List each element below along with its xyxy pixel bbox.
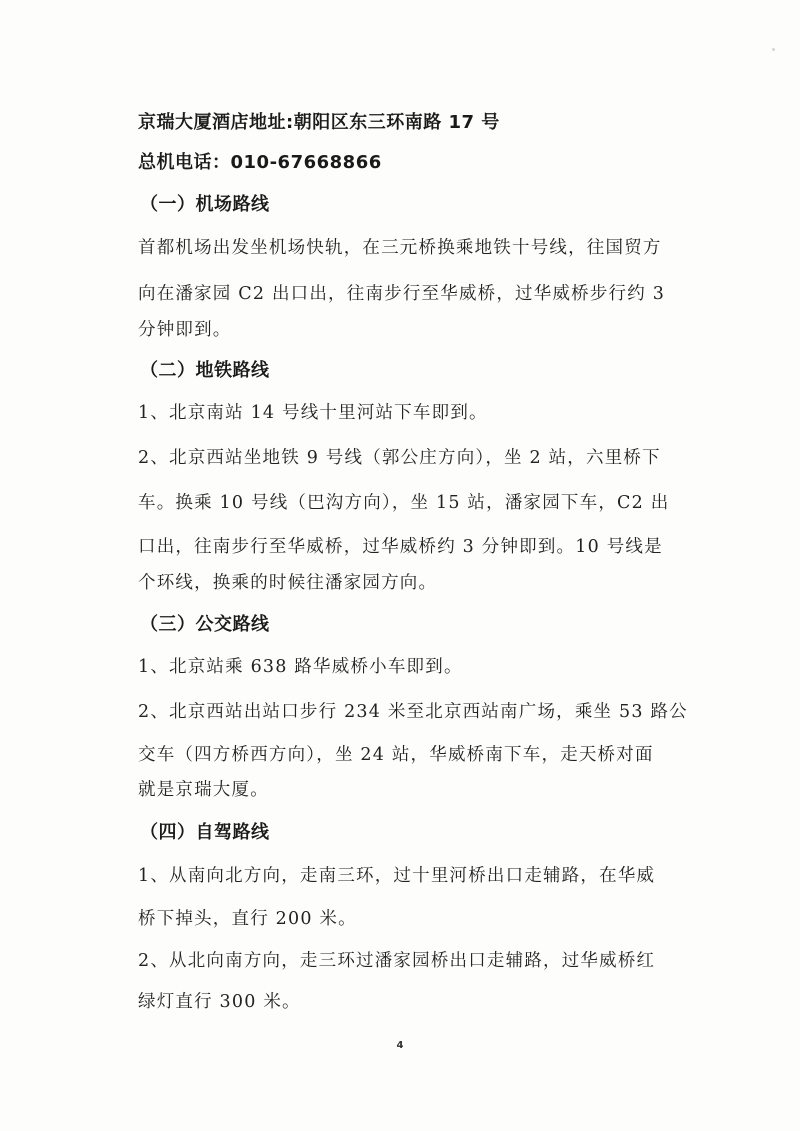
subway-line-5: 个环线，换乘的时候往潘家园方向。: [138, 573, 438, 593]
drive-line-2: 桥下掉头，直行 200 米。: [138, 909, 357, 929]
hotel-address: 京瑞大厦酒店地址:朝阳区东三环南路 17 号: [138, 112, 500, 133]
airport-line-3: 分钟即到。: [138, 320, 232, 340]
section-title-subway: （二）地铁路线: [140, 360, 270, 381]
bus-line-2: 2、北京西站出站口步行 234 米至北京西站南广场，乘坐 53 路公: [138, 702, 688, 722]
subway-line-2: 2、北京西站坐地铁 9 号线（郭公庄方向），坐 2 站，六里桥下: [138, 448, 661, 468]
airport-line-1: 首都机场出发坐机场快轨，在三元桥换乘地铁十号线，往国贸方: [138, 238, 662, 258]
drive-line-3: 2、从北向南方向，走三环过潘家园桥出口走辅路，过华威桥红: [138, 951, 656, 971]
section-title-drive: （四）自驾路线: [140, 822, 270, 843]
drive-line-1: 1、从南向北方向，走南三环，过十里河桥出口走辅路，在华威: [138, 866, 656, 886]
subway-line-4: 口出，往南步行至华威桥，过华威桥约 3 分钟即到。10 号线是: [138, 537, 663, 557]
section-title-airport: （一）机场路线: [140, 194, 270, 215]
hotel-phone: 总机电话：010-67668866: [138, 152, 382, 173]
page-number: 4: [396, 1040, 404, 1051]
bus-line-1: 1、北京站乘 638 路华威桥小车即到。: [138, 657, 463, 677]
airport-line-2: 向在潘家园 C2 出口出，往南步行至华威桥，过华威桥步行约 3: [138, 284, 666, 304]
drive-line-4: 绿灯直行 300 米。: [138, 992, 301, 1012]
bus-line-4: 就是京瑞大厦。: [138, 780, 269, 800]
section-title-bus: （三）公交路线: [140, 614, 270, 635]
subway-line-3: 车。换乘 10 号线（巴沟方向），坐 15 站，潘家园下车，C2 出: [138, 493, 670, 513]
subway-line-1: 1、北京南站 14 号线十里河站下车即到。: [138, 403, 488, 423]
bus-line-3: 交车（四方桥西方向），坐 24 站，华威桥南下车，走天桥对面: [138, 745, 654, 765]
scan-speck: [772, 48, 775, 51]
